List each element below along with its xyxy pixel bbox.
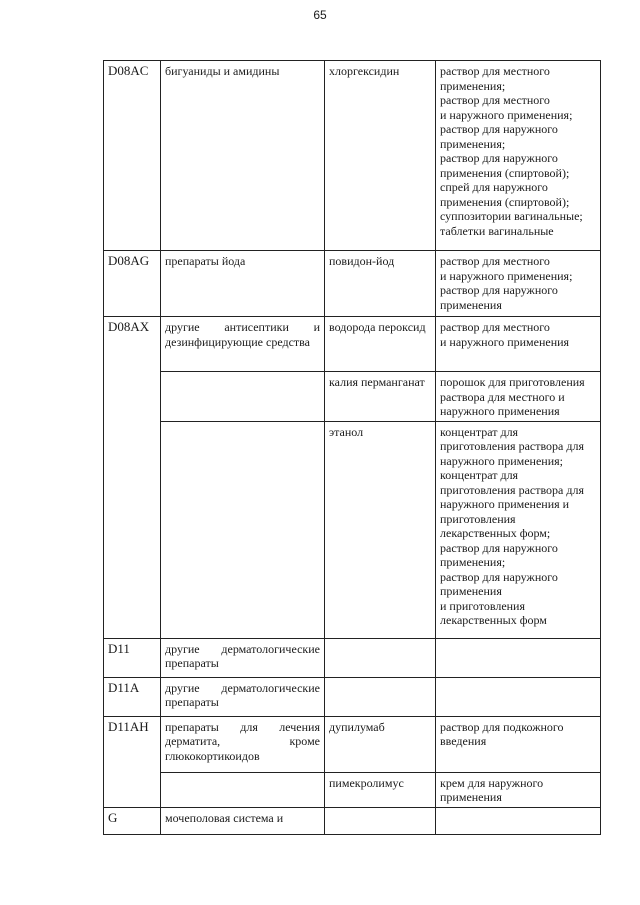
dosage-form-line: раствор для наружного [440,569,558,584]
group-name-cell: мочеполовая система и [161,807,325,834]
dosage-form-line: приготовления [440,511,516,526]
dosage-form-line: раствор для местного [440,64,550,78]
substance-cell: калия перманганат [325,372,436,422]
dosage-form-line: применения [440,790,502,804]
atc-code-cell [104,421,161,638]
dosage-form-line: наружного применения; [440,453,563,468]
substance-cell [325,677,436,716]
dosage-form-line: применения [440,584,502,598]
substance-cell: водорода пероксид [325,317,436,372]
atc-code-cell: D11AH [104,716,161,772]
dosage-form-line: раствор для местного [440,254,550,268]
dosage-form-line: лекарственных форм; [440,526,551,540]
dosage-form-line: приготовления раствора для [440,482,584,497]
group-name-cell: бигуаниды и амидины [161,61,325,251]
atc-code-cell: D11 [104,638,161,677]
group-name-cell: препараты йода [161,251,325,317]
substance-cell: этанол [325,421,436,638]
table-row [104,421,601,638]
dosage-form-line: порошок для приготовления [440,375,585,389]
table-row [104,61,601,251]
table-row [104,372,601,422]
dosage-form-cell [436,677,601,716]
dosage-form-line: раствор для наружного [440,283,558,297]
table-row [104,317,601,372]
dosage-form-line: таблетки вагинальные [440,223,554,238]
dosage-form-cell [436,807,601,834]
table-row [104,251,601,317]
dosage-form-line: введения [440,734,487,748]
dosage-form-cell [436,61,601,251]
dosage-form-cell [436,421,601,638]
substance-cell [325,638,436,677]
dosage-form-line: наружного применения и [440,497,570,511]
atc-code-cell [104,372,161,422]
atc-code-cell [104,772,161,807]
group-name-cell: другие антисептики и дезинфицирующие средства [161,317,325,372]
atc-code-cell: D11A [104,677,161,716]
dosage-form-cell [436,372,601,422]
dosage-form-line: раствора для местного и [440,389,565,404]
table-row [104,638,601,677]
drug-classification-table [103,60,601,835]
dosage-form-line: спрей для наружного [440,180,548,194]
group-name-cell: препараты для лечения дерматита, кроме глюкокортикоидов [161,716,325,772]
page-number: 65 [313,8,327,22]
dosage-form-cell [436,716,601,772]
dosage-form-line: применения; [440,555,506,569]
dosage-form-cell [436,638,601,677]
dosage-form-line: и наружного применения; [440,107,573,122]
dosage-form-line: приготовления раствора для [440,439,584,453]
dosage-form-line: применения (спиртовой); [440,194,570,209]
dosage-form-line: раствор для местного [440,93,550,107]
dosage-form-line: раствор для наружного [440,151,558,165]
dosage-form-line: концентрат для [440,468,519,482]
group-name-cell [161,372,325,422]
dosage-form-line: раствор для наружного [440,122,558,136]
substance-cell: повидон-йод [325,251,436,317]
table-row [104,716,601,772]
substance-cell [325,807,436,834]
dosage-form-line: раствор для наружного [440,540,558,555]
dosage-form-line: и наружного применения; [440,268,573,283]
dosage-form-line: наружного применения [440,404,560,418]
substance-cell: дупилумаб [325,716,436,772]
dosage-form-line: и приготовления [440,598,526,613]
dosage-form-line: применения [440,297,502,312]
atc-code-cell: G [104,807,161,834]
dosage-form-line: суппозитории вагинальные; [440,209,583,223]
group-name-cell [161,421,325,638]
table-row [104,807,601,834]
substance-cell: пимекролимус [325,772,436,807]
atc-code-cell: D08AX [104,317,161,372]
table-row [104,677,601,716]
dosage-form-line: применения; [440,78,506,93]
table-row [104,772,601,807]
dosage-form-line: применения (спиртовой); [440,165,570,180]
group-name-cell: другие дерматологические препараты [161,677,325,716]
dosage-form-line: раствор для местного [440,320,550,334]
dosage-form-line: раствор для подкожного [440,719,564,734]
dosage-form-line: крем для наружного [440,775,544,790]
dosage-form-line: концентрат для [440,424,519,439]
dosage-form-line: и наружного применения [440,334,570,349]
atc-code-cell: D08AG [104,251,161,317]
substance-cell: хлоргексидин [325,61,436,251]
dosage-form-line: применения; [440,136,506,151]
group-name-cell: другие дерматологические препараты [161,638,325,677]
dosage-form-cell [436,251,601,317]
atc-code-cell: D08AC [104,61,161,251]
dosage-form-line: лекарственных форм [440,613,547,627]
group-name-cell [161,772,325,807]
dosage-form-cell [436,772,601,807]
dosage-form-cell [436,317,601,372]
